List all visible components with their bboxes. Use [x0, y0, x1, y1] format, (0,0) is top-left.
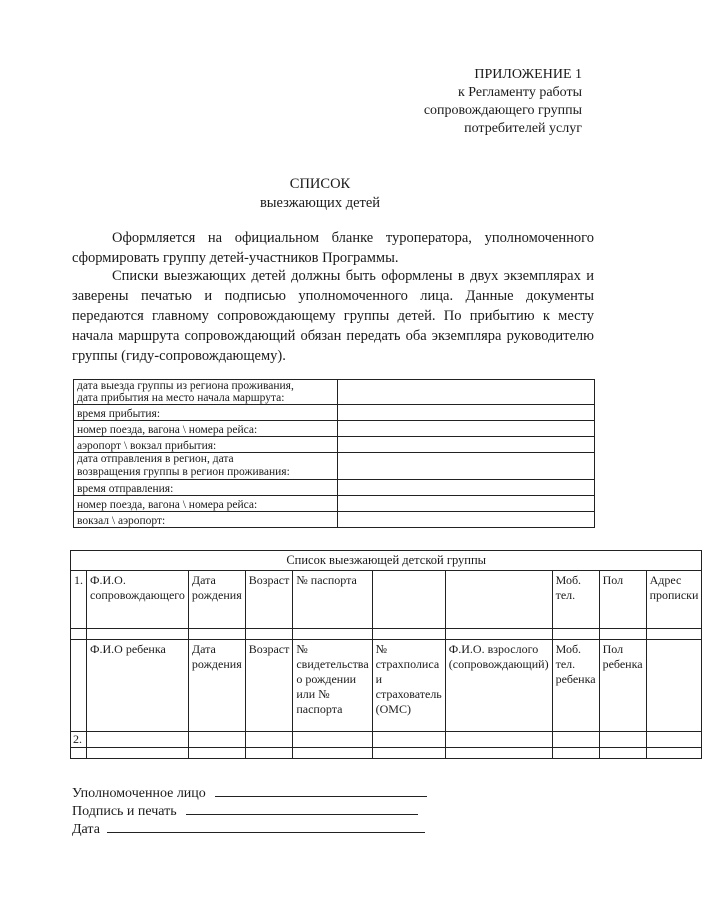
- travel-label: дата отправления в регион, дата возвращения группы в регион проживания:: [74, 453, 338, 480]
- travel-value-cell[interactable]: [338, 380, 595, 405]
- appendix-title: ПРИЛОЖЕНИЕ 1: [474, 67, 582, 82]
- appendix-line-1: к Регламенту работы: [457, 85, 582, 100]
- escort-age-header: Возраст: [245, 571, 293, 629]
- child-dob-header: Дата рождения: [188, 640, 245, 732]
- paragraph-2: [72, 266, 594, 366]
- signature-label: Подпись и печать: [72, 804, 177, 819]
- paragraph-2-text: Списки выезжающих детей должны быть оформлены в двух экземплярах и заверены печатью и подписью уполномоченного лица. Данные документы передаются главному сопровождающему группы детей. По прибытию к месту начала маршрута сопровождающий обязан передать оба экземпляра руководителю группы (гиду-сопровождающему).: [72, 268, 594, 364]
- table-row: [71, 732, 702, 748]
- child-adult-header: Ф.И.О. взрослого (сопровождающий): [445, 640, 552, 732]
- travel-row: [74, 437, 595, 453]
- document-subtitle: выезжающих детей: [259, 195, 381, 211]
- travel-row: [74, 453, 595, 480]
- child-fio-header: Ф.И.О ребенка: [87, 640, 189, 732]
- child-phone-header: Моб. тел. ребенка: [552, 640, 599, 732]
- empty-cell: [646, 640, 702, 732]
- escort-sex-header: Пол: [599, 571, 646, 629]
- appendix-block: [322, 66, 582, 138]
- authorized-person-label: Уполномоченное лицо: [72, 786, 206, 801]
- travel-value-cell[interactable]: [338, 480, 595, 496]
- travel-value-cell[interactable]: [338, 437, 595, 453]
- travel-label: номер поезда, вагона \ номера рейса:: [74, 496, 338, 512]
- travel-info-table: [73, 379, 595, 528]
- travel-label: аэропорт \ вокзал прибытия:: [74, 437, 338, 453]
- signature-line: [72, 802, 418, 821]
- empty-cell: [372, 571, 445, 629]
- paragraph-1: [72, 228, 594, 268]
- child-sex-header: Пол ребенка: [599, 640, 646, 732]
- empty-cell: [71, 640, 87, 732]
- paragraph-1-text: Оформляется на официальном бланке туроператора, уполномоченного сформировать группу детей-участников Программы.: [72, 230, 594, 266]
- child-certificate-header: № свидетельства о рождении или № паспорта: [293, 640, 372, 732]
- travel-label: время отправления:: [74, 480, 338, 496]
- table-caption-row: [71, 551, 702, 571]
- row-number: 2.: [71, 732, 87, 748]
- date-label: Дата: [72, 822, 100, 837]
- document-title: СПИСОК: [289, 176, 351, 192]
- escort-dob-header: Дата рождения: [188, 571, 245, 629]
- date-line: [72, 820, 425, 839]
- travel-row: [74, 496, 595, 512]
- document-heading: [0, 175, 640, 213]
- travel-row: [74, 421, 595, 437]
- travel-row: [74, 380, 595, 405]
- group-list-table: [70, 550, 702, 759]
- table-row: [71, 748, 702, 759]
- escort-passport-header: № паспорта: [293, 571, 372, 629]
- travel-value-cell[interactable]: [338, 453, 595, 480]
- travel-label: время прибытия:: [74, 405, 338, 421]
- table-caption: Список выезжающей детской группы: [71, 551, 702, 571]
- spacer-row: [71, 629, 702, 640]
- authorized-person-line: [72, 784, 427, 803]
- appendix-line-2: сопровождающего группы: [423, 103, 582, 118]
- appendix-line-3: потребителей услуг: [464, 121, 582, 136]
- child-header-row: [71, 640, 702, 732]
- escort-address-header: Адрес прописки: [646, 571, 702, 629]
- escort-row: [71, 571, 702, 629]
- travel-value-cell[interactable]: [338, 512, 595, 528]
- authorized-person-field[interactable]: [215, 784, 427, 797]
- travel-row: [74, 405, 595, 421]
- travel-value-cell[interactable]: [338, 421, 595, 437]
- row-number: 1.: [71, 571, 87, 629]
- escort-phone-header: Моб. тел.: [552, 571, 599, 629]
- signature-field[interactable]: [186, 802, 418, 815]
- travel-value-cell[interactable]: [338, 405, 595, 421]
- travel-row: [74, 512, 595, 528]
- travel-label: номер поезда, вагона \ номера рейса:: [74, 421, 338, 437]
- travel-label: вокзал \ аэропорт:: [74, 512, 338, 528]
- travel-row: [74, 480, 595, 496]
- travel-label: дата выезда группы из региона проживания, дата прибытия на место начала маршрута:: [74, 380, 338, 405]
- child-age-header: Возраст: [245, 640, 293, 732]
- escort-fio-header: Ф.И.О. сопровождающего: [87, 571, 189, 629]
- child-insurance-header: № страхполиса и страхователь (ОМС): [372, 640, 445, 732]
- travel-value-cell[interactable]: [338, 496, 595, 512]
- empty-cell: [445, 571, 552, 629]
- date-field[interactable]: [107, 820, 425, 833]
